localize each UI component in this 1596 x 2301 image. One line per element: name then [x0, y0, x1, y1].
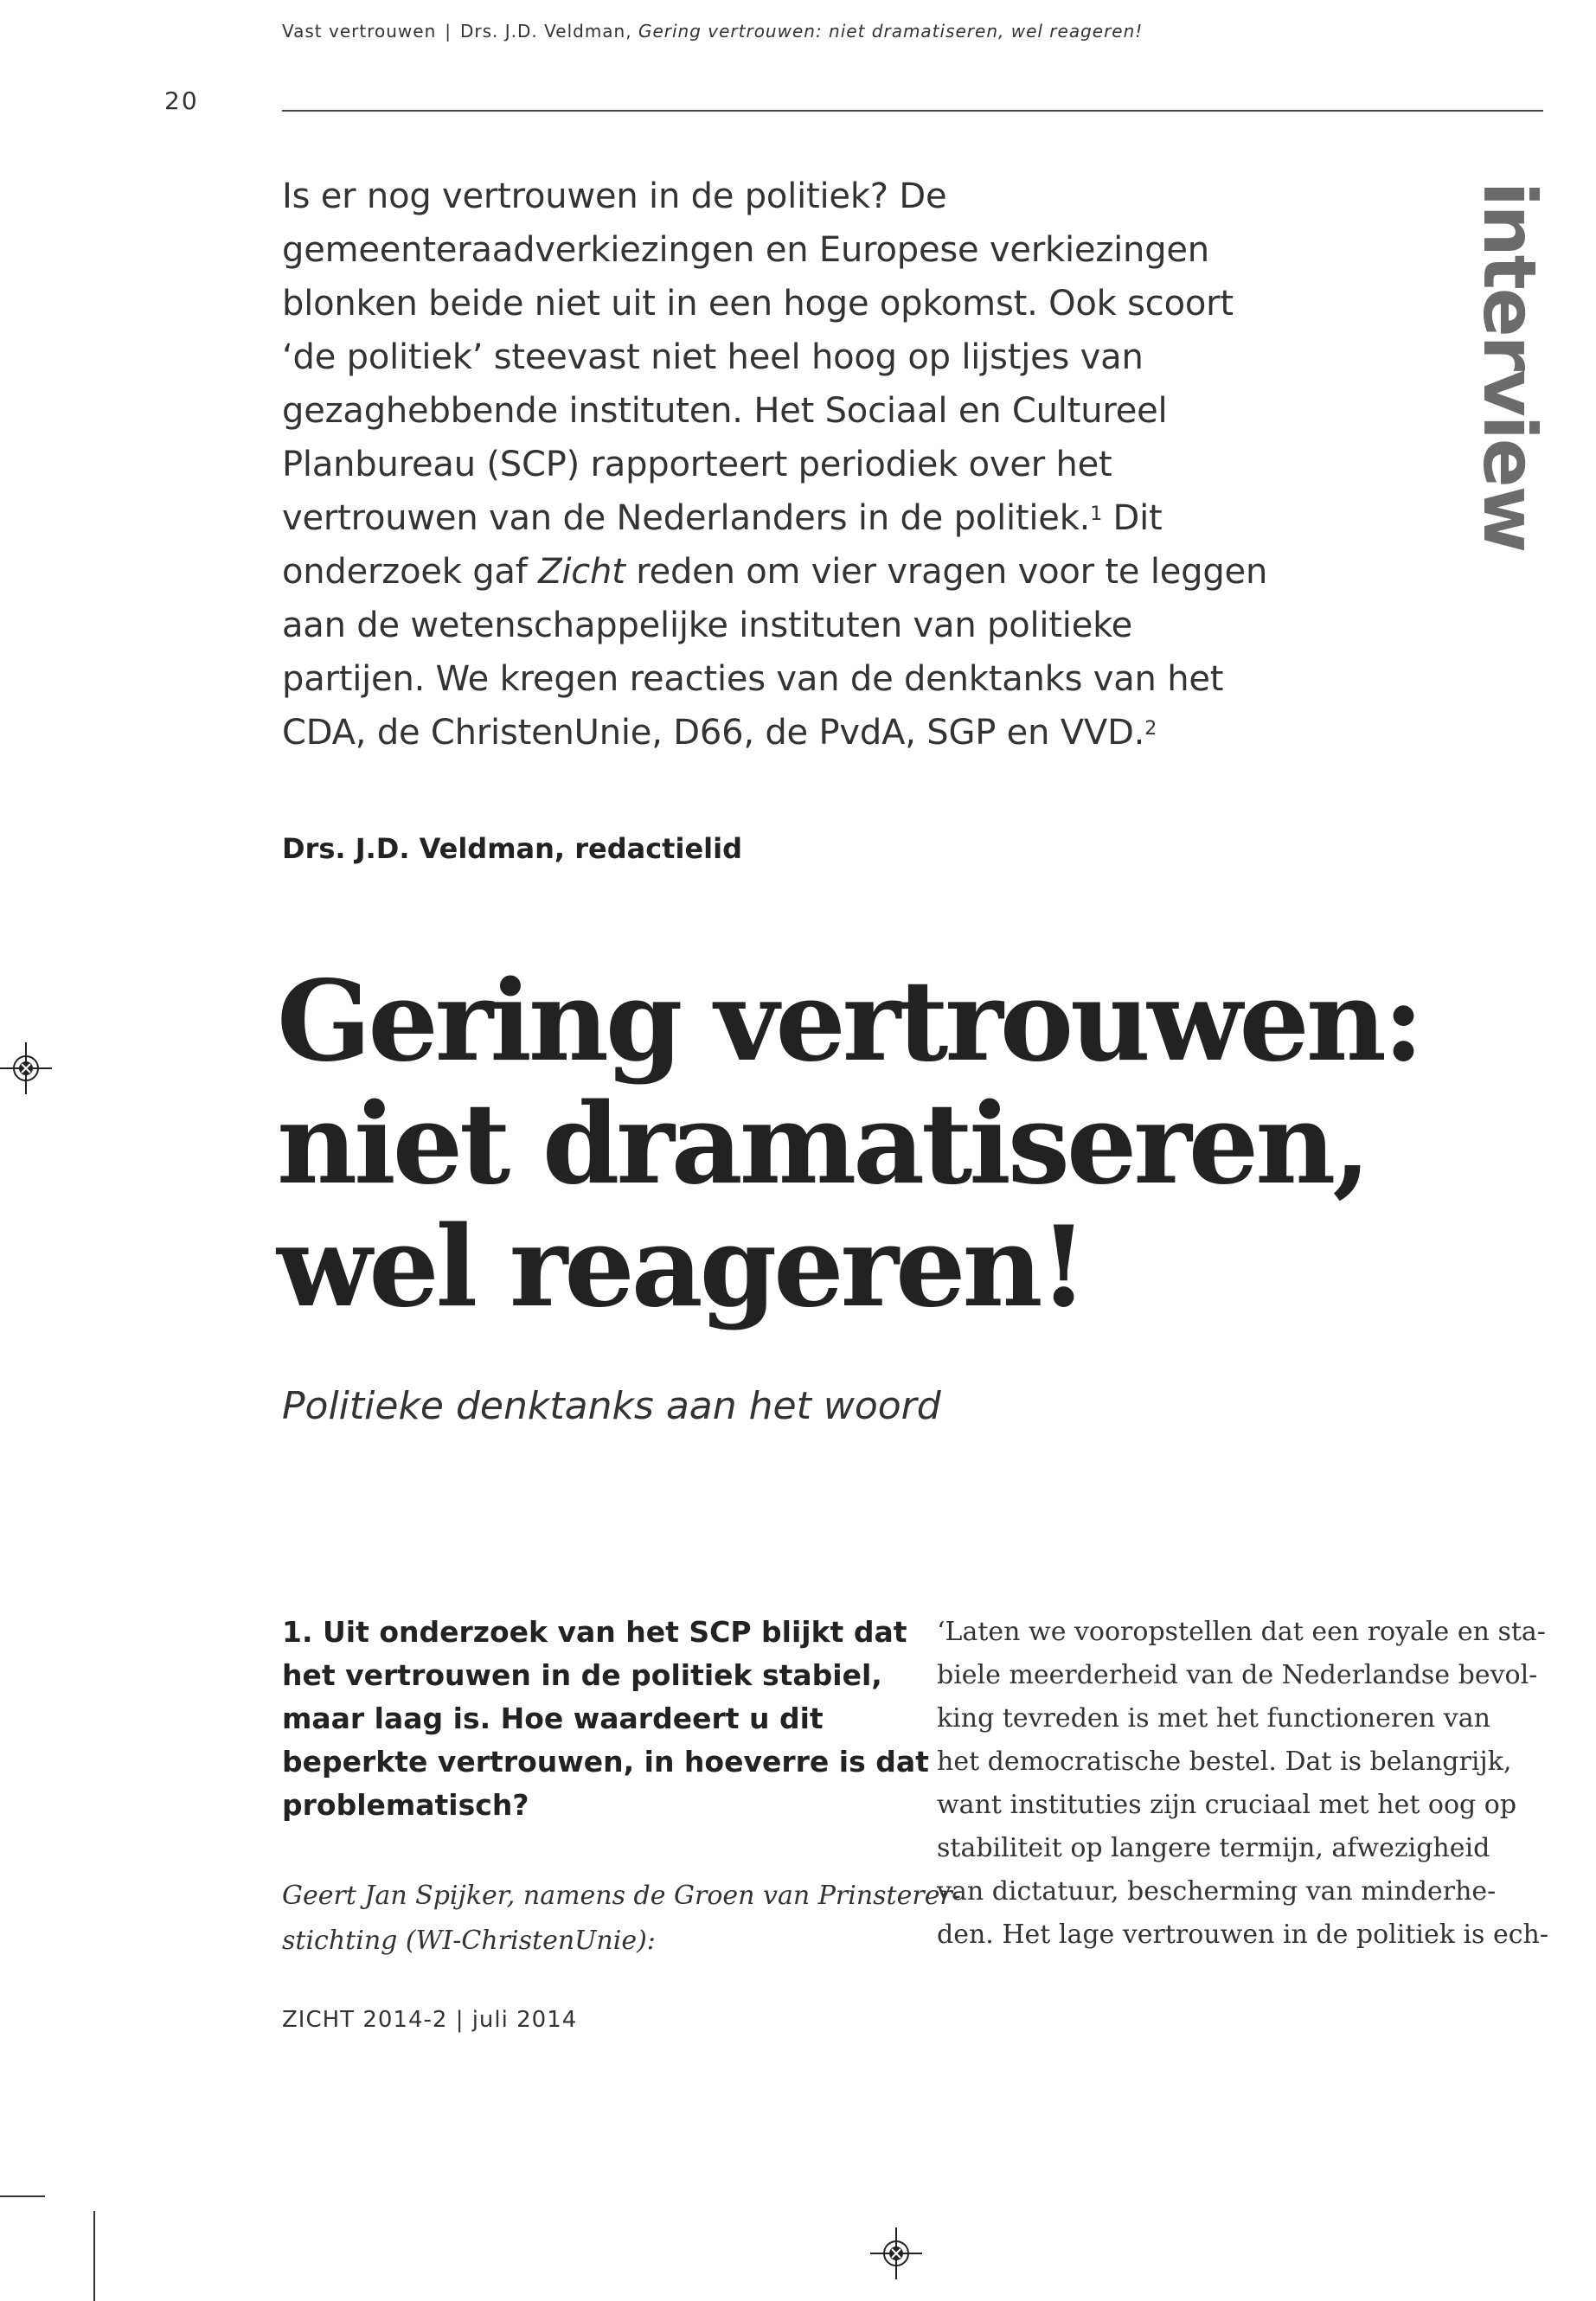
answer-line: king tevreden is met het functioneren van	[937, 1703, 1490, 1734]
answer-text	[937, 1611, 1549, 1957]
footnote-2: 2	[1144, 718, 1157, 740]
journal-section: Vast vertrouwen	[282, 21, 437, 42]
title-line: wel reageren!	[277, 1202, 1085, 1332]
intro-line: gezaghebbende instituten. Het Sociaal en Cultureel	[282, 391, 1168, 431]
header-article-title: Gering vertrouwen: niet dramatiseren, wel reageren!	[638, 21, 1144, 42]
crop-line	[93, 2211, 95, 2301]
respondent-line: stichting (WI-ChristenUnie):	[282, 1926, 656, 1956]
registration-mark-icon	[0, 1042, 52, 1094]
question-1	[282, 1611, 929, 1827]
answer-line: biele meerderheid van de Nederlandse bevol-	[937, 1660, 1538, 1690]
intro-line: partijen. We kregen reacties van de denktanks van het	[282, 659, 1224, 699]
intro-line-tail: Dit	[1102, 498, 1163, 538]
intro-line-post: reden om vier vragen voor te leggen	[625, 552, 1268, 592]
intro-line	[282, 545, 1268, 599]
article-subtitle: Politieke denktanks aan het woord	[282, 1384, 941, 1428]
answer-line: ‘Laten we vooropstellen dat een royale en sta-	[937, 1617, 1546, 1647]
intro-line: aan de wetenschappelijke instituten van politieke	[282, 606, 1133, 645]
intro-line: ‘de politiek’ steevast niet heel hoog op lijstjes van	[282, 337, 1144, 377]
question-line: beperkte vertrouwen, in hoeverre is dat	[282, 1745, 929, 1779]
title-line: Gering vertrouwen:	[277, 957, 1421, 1086]
header-separator: |	[445, 21, 452, 42]
intro-line	[282, 491, 1251, 545]
question-line: het vertrouwen in de politiek stabiel,	[282, 1658, 882, 1692]
question-line: 1. Uit onderzoek van het SCP blijkt dat	[282, 1615, 907, 1649]
answer-line: van dictatuur, bescherming van minderhe-	[937, 1876, 1497, 1907]
footnote-1: 1	[1090, 503, 1102, 525]
answer-line: stabiliteit op langere termijn, afwezigheid	[937, 1833, 1490, 1863]
answer-line: het democratische bestel. Dat is belangrijk,	[937, 1747, 1512, 1777]
journal-name-italic: Zicht	[538, 552, 625, 592]
byline: Drs. J.D. Veldman, redactielid	[282, 832, 742, 865]
respondent-line: Geert Jan Spijker, namens de Groen van Prinsterer-	[282, 1881, 961, 1911]
answer-line: want instituties zijn cruciaal met het oog op	[937, 1790, 1517, 1820]
question-line: problematisch?	[282, 1788, 529, 1822]
page-number: 20	[164, 87, 199, 115]
title-line: niet dramatiseren,	[277, 1080, 1368, 1209]
crop-line	[0, 2195, 45, 2197]
intro-line-text: CDA, de ChristenUnie, D66, de PvdA, SGP en VVD.	[282, 713, 1145, 753]
intro-line	[282, 706, 1251, 760]
header-rule	[282, 110, 1543, 112]
registration-mark-icon	[870, 2227, 922, 2279]
answer-line: den. Het lage vertrouwen in de politiek is ech-	[937, 1920, 1549, 1950]
header-author: Drs. J.D. Veldman,	[460, 21, 632, 42]
intro-line: gemeenteraadverkiezingen en Europese verkiezingen	[282, 230, 1209, 270]
intro-line: blonken beide niet uit in een hoge opkomst. Ook scoort	[282, 284, 1234, 324]
intro-paragraph	[282, 170, 1268, 760]
intro-line: Planbureau (SCP) rapporteert periodiek over het	[282, 445, 1112, 484]
section-label: interview	[1467, 182, 1552, 552]
question-line: maar laag is. Hoe waardeert u dit	[282, 1702, 824, 1735]
intro-line: Is er nog vertrouwen in de politiek? De	[282, 176, 947, 216]
running-header	[282, 21, 1143, 42]
intro-line-pre: onderzoek gaf	[282, 552, 539, 592]
intro-line-text: vertrouwen van de Nederlanders in de politiek.	[282, 498, 1091, 538]
page-footer: ZICHT 2014-2 | juli 2014	[282, 2007, 578, 2033]
article-title	[277, 957, 1488, 1332]
respondent	[282, 1874, 961, 1964]
